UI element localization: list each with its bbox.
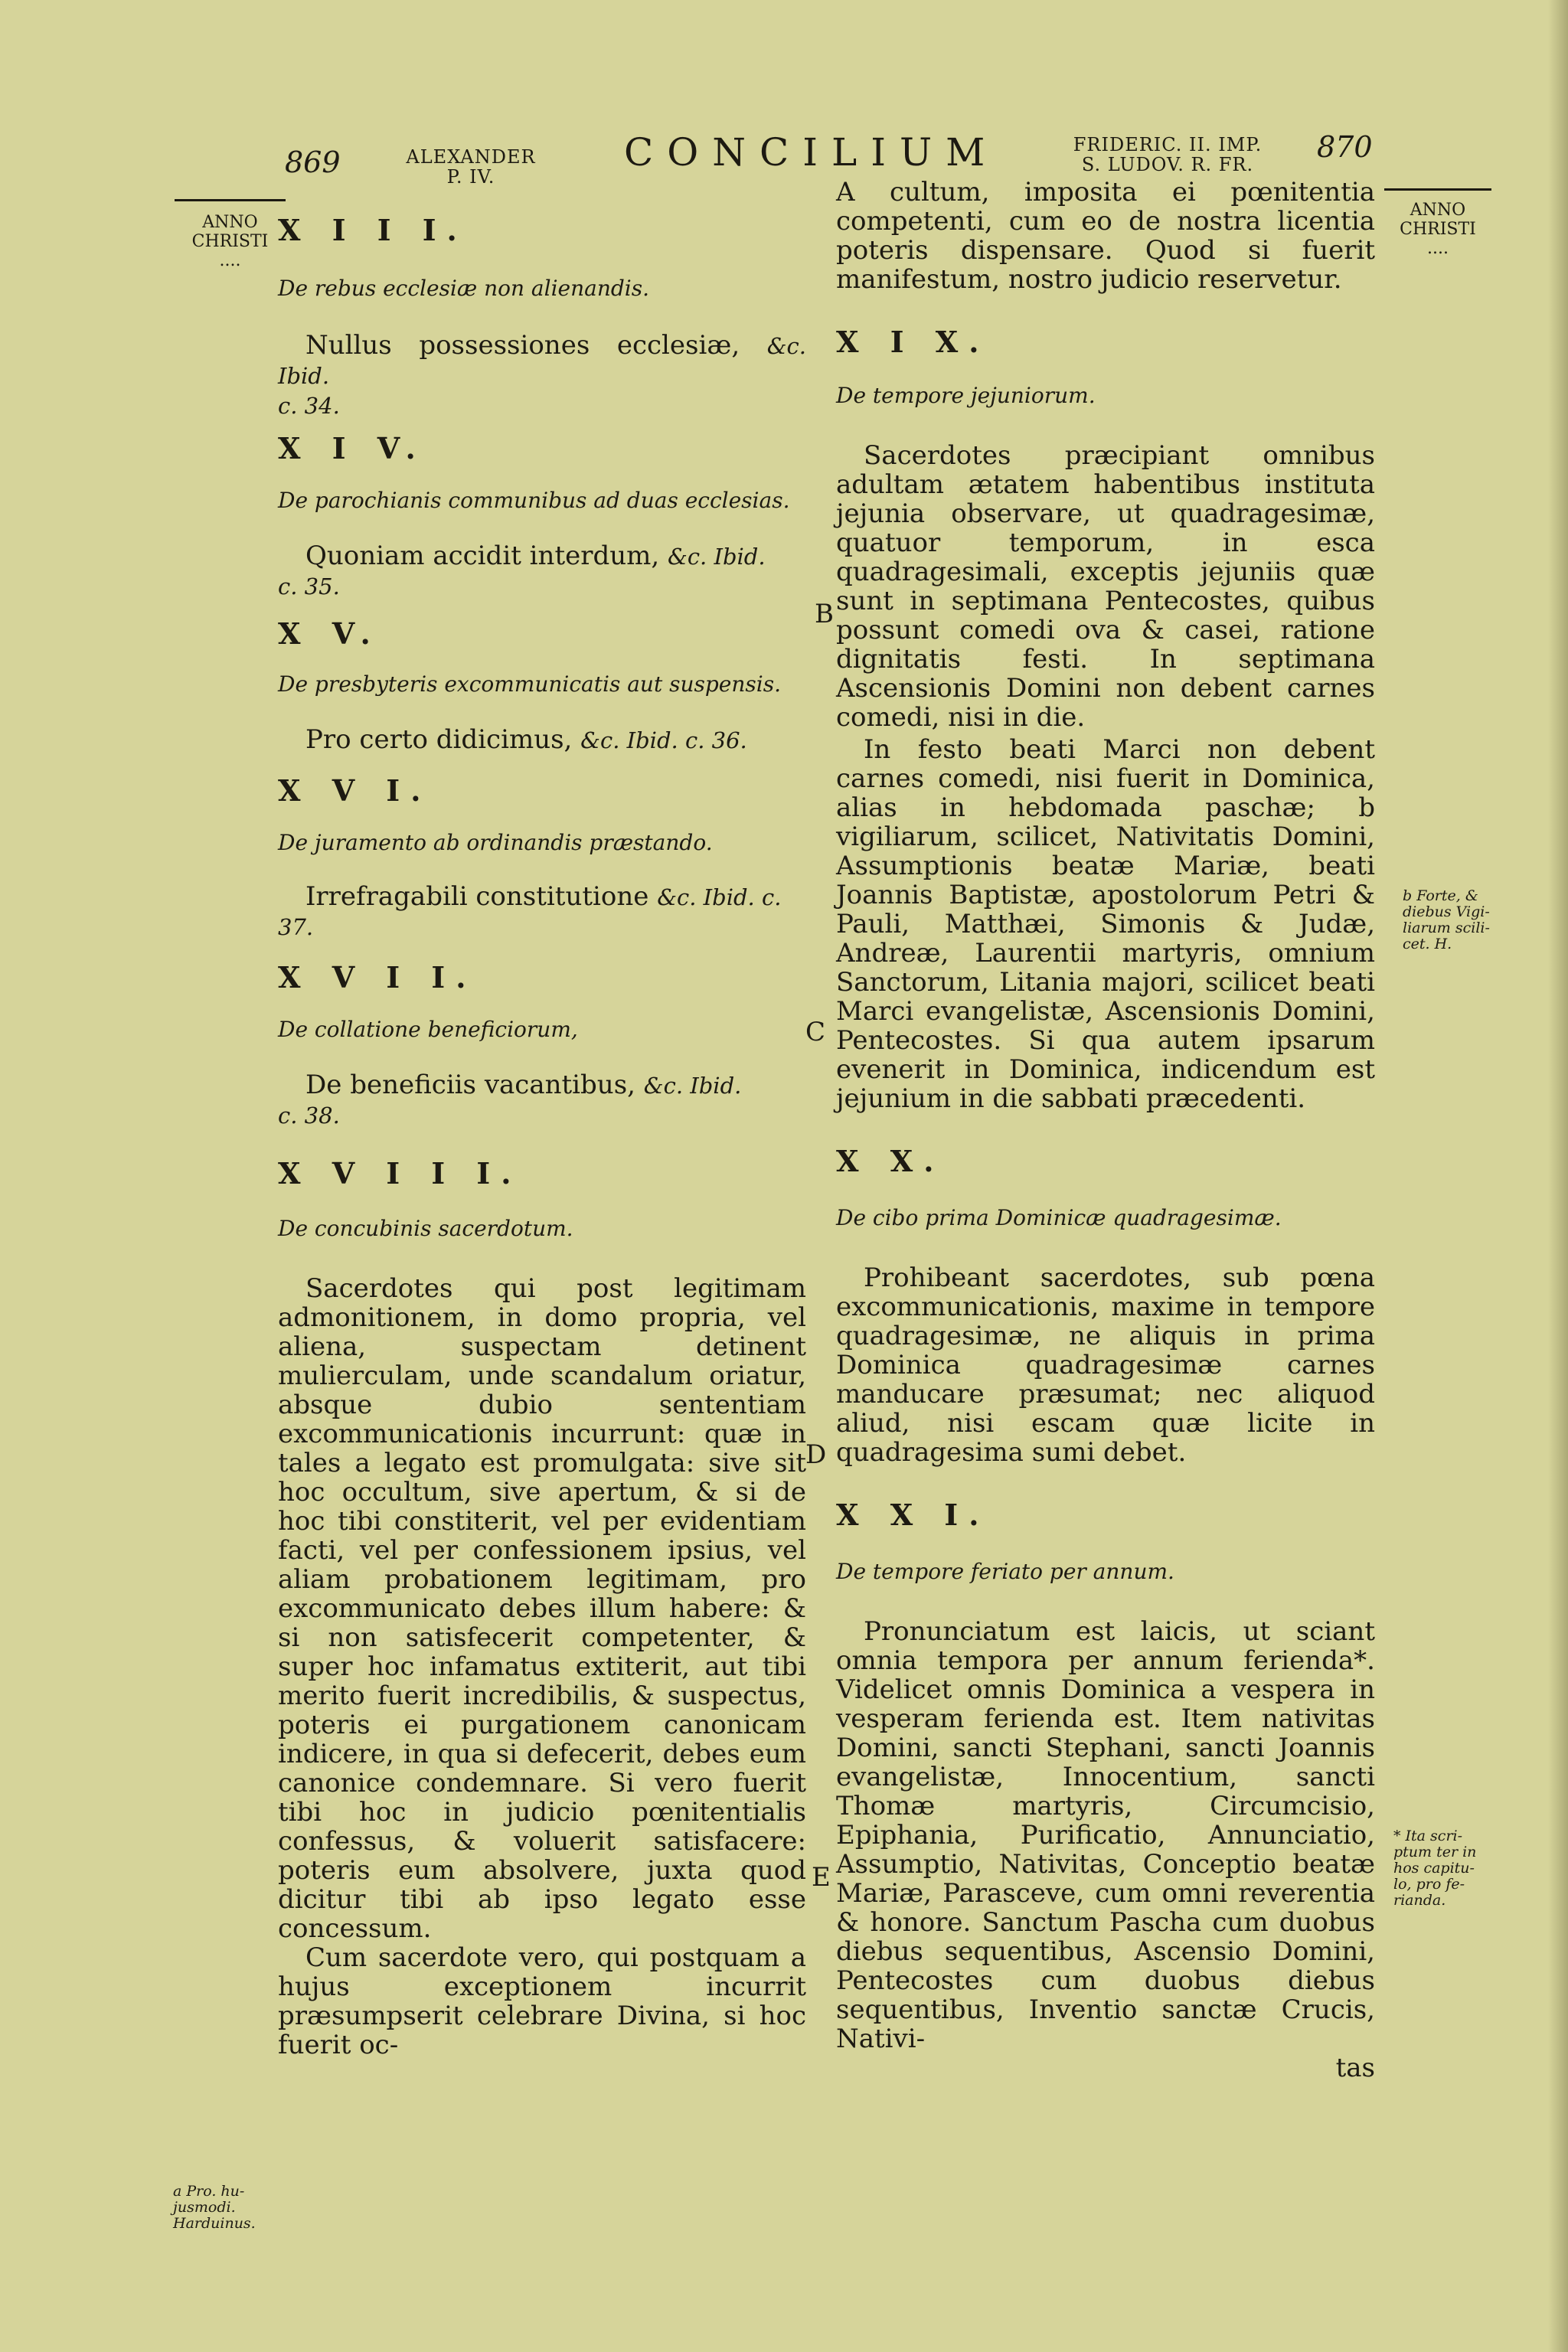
note-b-line: liarum scili-: [1403, 920, 1490, 936]
note-a-line: Harduinus.: [173, 2215, 256, 2232]
anno-christi-right: [1384, 201, 1491, 258]
running-head-left-line2: P. IV.: [446, 166, 495, 188]
citation: c. 34.: [278, 393, 340, 419]
citation: &c. Ibid.: [643, 1073, 742, 1099]
section-subtitle-xv: De presbyteris excommunicatis aut suspensis.: [278, 671, 781, 697]
section-text-xvi: [278, 882, 806, 942]
section-subtitle-xiv: De parochianis communibus ad duas ecclesias.: [278, 488, 790, 513]
section-subtitle-xvii: De collatione beneficiorum,: [278, 1017, 578, 1042]
section-heading-xvi: X V I.: [278, 773, 432, 808]
text: Pro certo didicimus,: [305, 724, 573, 755]
text: De beneficiis vacantibus,: [305, 1070, 635, 1100]
note-star-line: ptum ter in: [1393, 1844, 1477, 1860]
section-heading-xv: X V.: [278, 616, 381, 651]
section-text-xviii: Sacerdotes qui post legitimam admonitionem, in domo propria, vel aliena, suspectam detinent mulierculam, unde scandalum oriatur, absque dubio sententiam excommunicationis incurrunt: quæ in tales a legato est promulgata: sive sit hoc occultum, sive apertum, & si de hoc tibi constiterit, vel per evidentiam facti, vel per confessionem ipsius, vel aliam probationem legitimam, pro excommunicato debes illum habere: & si non satisfecerit competenter, & super hoc infamatus extiterit, aut tibi merito fuerit incredibilis, & suspectus, poteris ei purgationem canonicam indicere, in qua si defecerit, debes eum canonice condemnare. Si vero fuerit tibi hoc in judicio pœnitentialis confessus, & voluerit satisfacere: poteris eum absolvere, juxta quod dicitur tibi ab ipso legato esse concessum.: [278, 1273, 806, 1944]
section-text-xx: Prohibeant sacerdotes, sub pœna excommunicationis, maxime in tempore quadragesimæ, ne aliquis in prima Dominica quadragesimæ carnes manducare præsumat; nec aliquod aliud, nisi escam quæ licite in quadragesima sumi debet.: [836, 1263, 1375, 1468]
section-subtitle-xx: De cibo prima Dominicæ quadragesimæ.: [836, 1205, 1282, 1230]
section-heading-xix: X I X.: [836, 325, 990, 359]
section-marker-e: E: [812, 1862, 831, 1893]
page-title: CONCILIUM: [624, 130, 999, 175]
section-subtitle-xiii: De rebus ecclesiæ non alienandis.: [278, 276, 650, 301]
citation: &c. Ibid. c.: [657, 884, 782, 910]
note-star-line: hos capitu-: [1393, 1860, 1475, 1877]
section-heading-xx: X X.: [836, 1144, 945, 1178]
citation: c. 35.: [278, 573, 340, 599]
section-text-xxi: Pronunciatum est laicis, ut sciant omnia tempora per annum ferienda*. Videlicet omnis Dominica a vespera in vesperam ferienda est. Item nativitas Domini, sancti Stephani, sancti Joannis evangelistæ, Innocentium, sancti Thomæ martyris, Circumcisio, Epiphania, Purificatio, Annunciatio, Assumptio, Nativitas, Conceptio beatæ Mariæ, Parasceve, cum omni reverentia & honore. Sanctum Pascha cum duobus diebus sequentibus, Ascensio Domini, Pentecostes cum duobus diebus sequentibus, Inventio sanctæ Crucis, Nativi-: [836, 1616, 1375, 2054]
page-number-left: 869: [285, 145, 341, 179]
running-head-right-line2: S. LUDOV. R. FR.: [1081, 154, 1254, 175]
section-text-xv: [278, 725, 806, 755]
margin-rule-right: [1384, 188, 1491, 191]
citation: 37.: [278, 914, 314, 940]
margin-note-b: [1403, 888, 1502, 952]
note-star-line: * Ita scri-: [1393, 1828, 1463, 1844]
section-text-xix-2: In festo beati Marci non debent carnes comedi, nisi fuerit in Dominica, alias in hebdomada paschæ; b vigiliarum, scilicet, Nativitatis Domini, Assumptionis beatæ Mariæ, beati Joannis Baptistæ, apostolorum Petri & Pauli, Matthæi, Simonis & Judæ, Andreæ, Laurentii martyris, omnium Sanctorum, Litania majori, scilicet beati Marci evangelistæ, Ascensionis Domini, Pentecostes. Si qua autem ipsarum evenerit in Dominica, indicendum est jejunium in die sabbati præcedenti.: [836, 734, 1375, 1114]
section-heading-xiii: X I I I.: [278, 213, 468, 247]
book-spine-shadow: [1548, 0, 1568, 2352]
dots-left: ....: [219, 251, 241, 270]
citation: c. 38.: [278, 1102, 340, 1129]
citation: &c. Ibid.: [278, 333, 806, 389]
continued-text: A cultum, imposita ei pœnitentia competenti, cum eo de nostra licentia poteris dispensare. Quod si fuerit manifestum, nostro judicio reservetur.: [836, 177, 1375, 295]
citation: &c. Ibid. c. 36.: [580, 727, 747, 753]
note-a-line: jusmodi.: [173, 2199, 236, 2216]
section-text-xvii: [278, 1070, 806, 1130]
note-b-line: cet. H.: [1403, 936, 1452, 952]
section-subtitle-xvi: De juramento ab ordinandis præstando.: [278, 830, 713, 855]
anno-christi-left: [175, 213, 286, 270]
right-column: [836, 178, 1375, 2082]
note-b-line: diebus Vigi-: [1403, 903, 1490, 920]
dots-right: ....: [1427, 239, 1449, 258]
margin-note-star: [1393, 1828, 1493, 1909]
section-subtitle-xviii: De concubinis sacerdotum.: [278, 1216, 573, 1241]
note-star-line: rianda.: [1393, 1892, 1446, 1909]
section-marker-b: B: [815, 599, 834, 629]
section-text-xiii: [278, 331, 806, 420]
section-heading-xxi: X X I.: [836, 1498, 990, 1532]
section-text-xiv: [278, 541, 806, 601]
margin-note-a: [173, 2184, 273, 2232]
note-a-line: a Pro. hu-: [173, 2183, 245, 2200]
section-heading-xvii: X V I I.: [278, 960, 477, 995]
section-heading-xiv: X I V.: [278, 431, 426, 466]
section-marker-c: C: [805, 1017, 826, 1047]
section-subtitle-xix: De tempore jejuniorum.: [836, 383, 1096, 408]
running-head-right: [1053, 135, 1282, 175]
margin-rule-left: [175, 199, 286, 201]
anno-left-word: ANNO: [202, 213, 258, 232]
text: Nullus possessiones ecclesiæ,: [305, 330, 740, 361]
note-star-line: lo, pro fe-: [1393, 1876, 1465, 1893]
running-head-right-line1: FRIDERIC. II. IMP.: [1073, 134, 1263, 155]
christi-left-word: CHRISTI: [191, 232, 269, 251]
catchword: tas: [1335, 2053, 1375, 2083]
section-text-xviii-cont: Cum sacerdote vero, qui postquam a hujus exceptionem incurrit præsumpserit celebrare Divina, si hoc fuerit oc-: [278, 1942, 806, 2060]
text: Irrefragabili constitutione: [305, 881, 649, 912]
text: Quoniam accidit interdum,: [305, 541, 660, 571]
section-subtitle-xxi: De tempore feriato per annum.: [836, 1559, 1174, 1584]
section-marker-d: D: [805, 1439, 827, 1470]
running-head-left-line1: ALEXANDER: [406, 146, 536, 168]
section-heading-xviii: X V I I I.: [278, 1156, 522, 1191]
christi-right-word: CHRISTI: [1400, 220, 1476, 239]
note-b-line: b Forte, &: [1403, 887, 1478, 904]
anno-right-word: ANNO: [1410, 201, 1466, 220]
citation: &c. Ibid.: [668, 544, 766, 570]
left-column: [278, 213, 806, 2060]
section-text-xix: Sacerdotes præcipiant omnibus adultam ætatem habentibus instituta jejunia observare, ut quadragesimæ, quatuor temporum, in esca quadragesimali, exceptis jejuniis quæ sunt in septimana Pentecostes, quibus possunt comedi ova & casei, ratione dignitatis festi. In septimana Ascensionis Domini non debent carnes comedi, nisi in die.: [836, 440, 1375, 733]
page-number-right: 870: [1317, 130, 1373, 164]
running-head-left: [394, 147, 547, 187]
